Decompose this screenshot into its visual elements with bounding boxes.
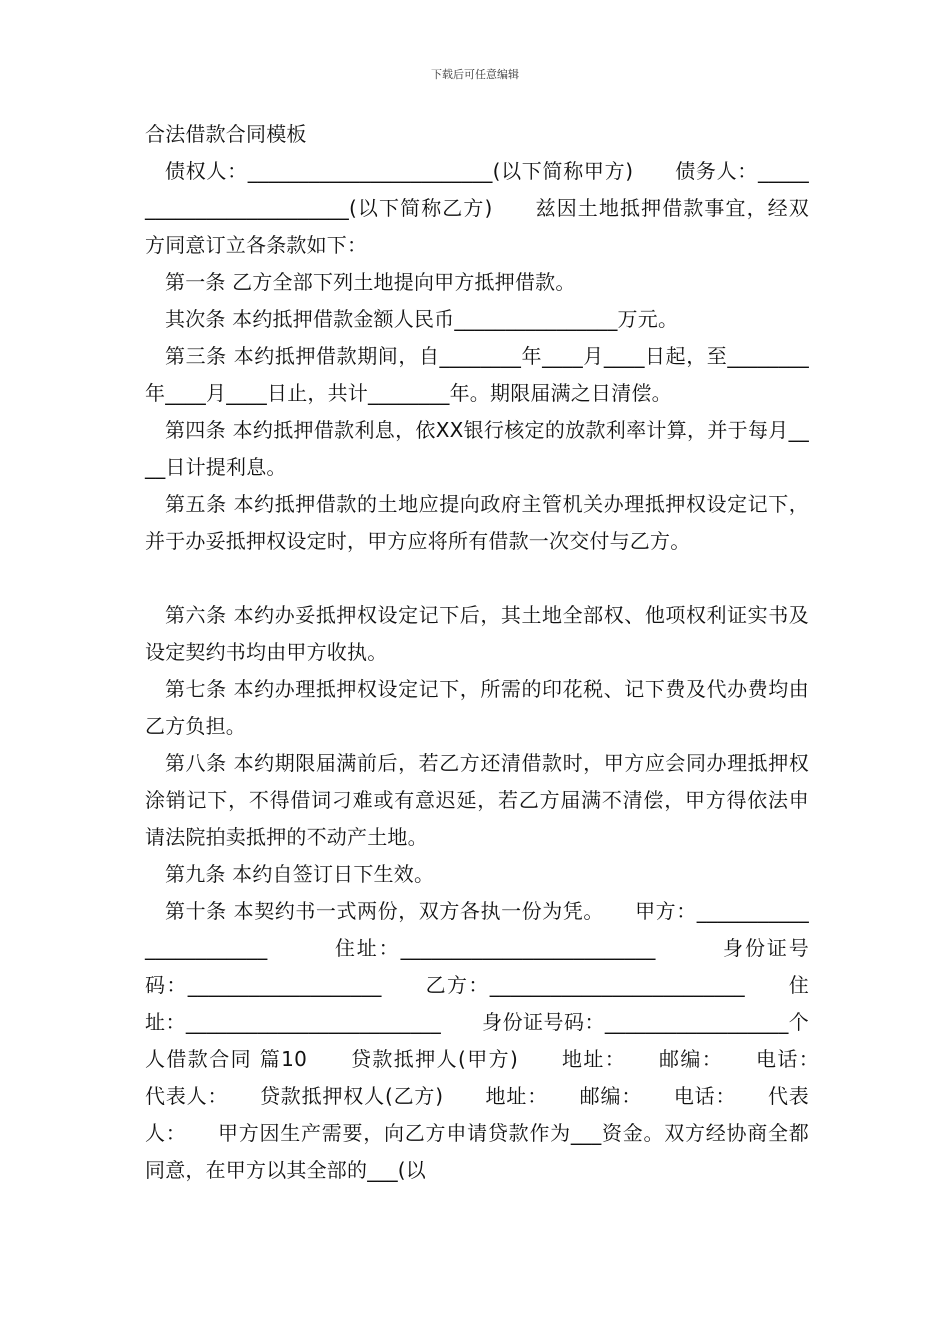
paragraph-article-5: 第五条 本约抵押借款的土地应提向政府主管机关办理抵押权设定记下，并于办妥抵押权设定时，甲方应将所有借款一次交付与乙方。 [145, 492, 809, 553]
paragraph-gap [145, 560, 809, 597]
paragraph-article-7: 第七条 本约办理抵押权设定记下，所需的印花税、记下费及代办费均由乙方负担。 [145, 677, 809, 738]
document-title: 合法借款合同模板 [145, 122, 307, 146]
paragraph-article-2: 其次条 本约抵押借款金额人民币________________万元。 [165, 307, 679, 331]
paragraph-article-9: 第九条 本约自签订日下生效。 [165, 862, 435, 886]
paragraph-article-6: 第六条 本约办妥抵押权设定记下后，其土地全部权、他项权利证实书及设定契约书均由甲方收执。 [145, 603, 809, 664]
paragraph-article-8: 第八条 本约期限届满前后，若乙方还清借款时，甲方应会同办理抵押权涂销记下，不得借词刁难或有意迟延，若乙方届满不清偿，甲方得依法申请法院拍卖抵押的不动产土地。 [145, 751, 809, 849]
page-header: 下载后可任意编辑 [431, 68, 519, 81]
paragraph-article-3: 第三条 本约抵押借款期间，自________年____月____日起，至________年____月____日止，共计________年。期限届满之日清偿。 [145, 344, 809, 405]
paragraph-parties: 债权人：________________________(以下简称甲方) 债务人：_________________________(以下简称乙方) 兹因土地抵押借款事宜，经双方同意订立各条款如下： [145, 159, 809, 257]
paragraph-article-4: 第四条 本约抵押借款利息，依XX银行核定的放款利率计算，并于每月____日计提利息。 [145, 418, 809, 479]
paragraph-article-1: 第一条 乙方全部下列土地提向甲方抵押借款。 [165, 270, 576, 294]
document-body [145, 116, 850, 1189]
paragraph-article-10: 第十条 本契约书一式两份，双方各执一份为凭。 甲方：_______________________ 住址：_________________________ 身份证号码：___________________ 乙方：_________________________ 住址：_________________________ 身份证号码：__________________个人借款合同 篇10 贷款抵押人(甲方) 地址： 邮编： 电话： 代表人： 贷款抵押权人(乙方) 地址： 邮编： 电话： 代表人： 甲方因生产需要，向乙方申请贷款作为___资金。双方经协商全都同意，在甲方以其全部的___(以 [145, 899, 850, 1182]
